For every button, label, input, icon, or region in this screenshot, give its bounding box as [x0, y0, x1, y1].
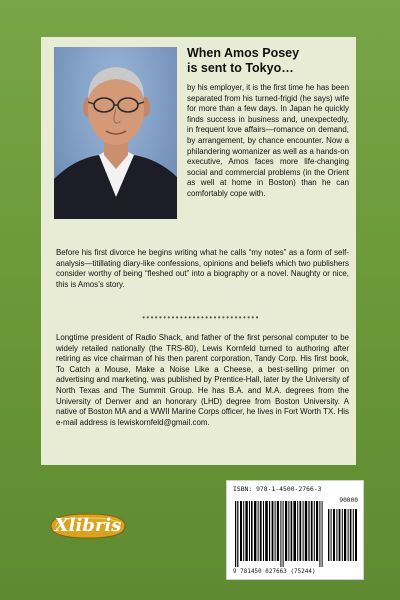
headline-line-1: When Amos Posey — [187, 46, 300, 60]
author-bio: Longtime president of Radio Shack, and father of the first personal computer to be widely retailed nationally (the TRS-80), Lewis Kornfeld turned to authoring after retiring as vice chairman of his then parent corporation, Tandy Corp. His first book, To Catch a Mouse, Make a Noise Like a Cheese, a best-selling primer on advertising and marketing, was published by Prentice-Hall, later by the University of North Texas and The Summit Group. He has B.A. and M.A. degrees from the University of Denver and an honorary (LHD) degree from Boston University. A native of Boston MA and a WWII Marine Corps officer, he lives in Fort Worth TX. His e-mail address is lewiskornfeld@gmail.com. — [56, 333, 349, 427]
barcode-box — [226, 480, 364, 580]
ean-main-digits: 9 781450 027663 — [233, 569, 287, 575]
headline-line-2: is sent to Tokyo… — [187, 61, 294, 75]
ean-digits — [233, 569, 359, 575]
isbn-label: ISBN: 978-1-4500-2766-3 — [233, 485, 322, 493]
teaser-paragraph-right: by his employer, it is the first time he has been separated from his turned-frigid (he says) wife for more than a few days. In Japan he quickly finds success in business and, unexpectedly, in frequent love affairs—romance on demand, by arrangement, by chance encounter. Now a philandering womanizer as well as a hands-on executive, Amos faces more life-changing social and commercial problems (in the Orient as well at home in Boston) than he can comfortably cope with. — [187, 83, 349, 198]
section-divider: •••••••••••••••••••••••••••• — [142, 313, 260, 322]
barcode-image — [233, 495, 359, 567]
author-photo — [54, 47, 177, 219]
headline — [187, 46, 352, 76]
author-portrait-image — [54, 47, 177, 219]
teaser-paragraph-full: Before his first divorce he begins writing what he calls “my notes” as a form of self-analysis—titillating diary-like confessions, opinions and beliefs which two publishers consider worthy of being “fleshed out” into a biography or a novel. Naughty or nice, this is Amos’s story. — [56, 248, 349, 289]
publisher-logo — [48, 511, 128, 541]
price-code: 90000 — [339, 497, 358, 504]
publisher-logo-text: Xlibris — [54, 515, 122, 536]
text-panel — [41, 37, 356, 465]
ean-addon-digits: (75244) — [290, 569, 316, 575]
